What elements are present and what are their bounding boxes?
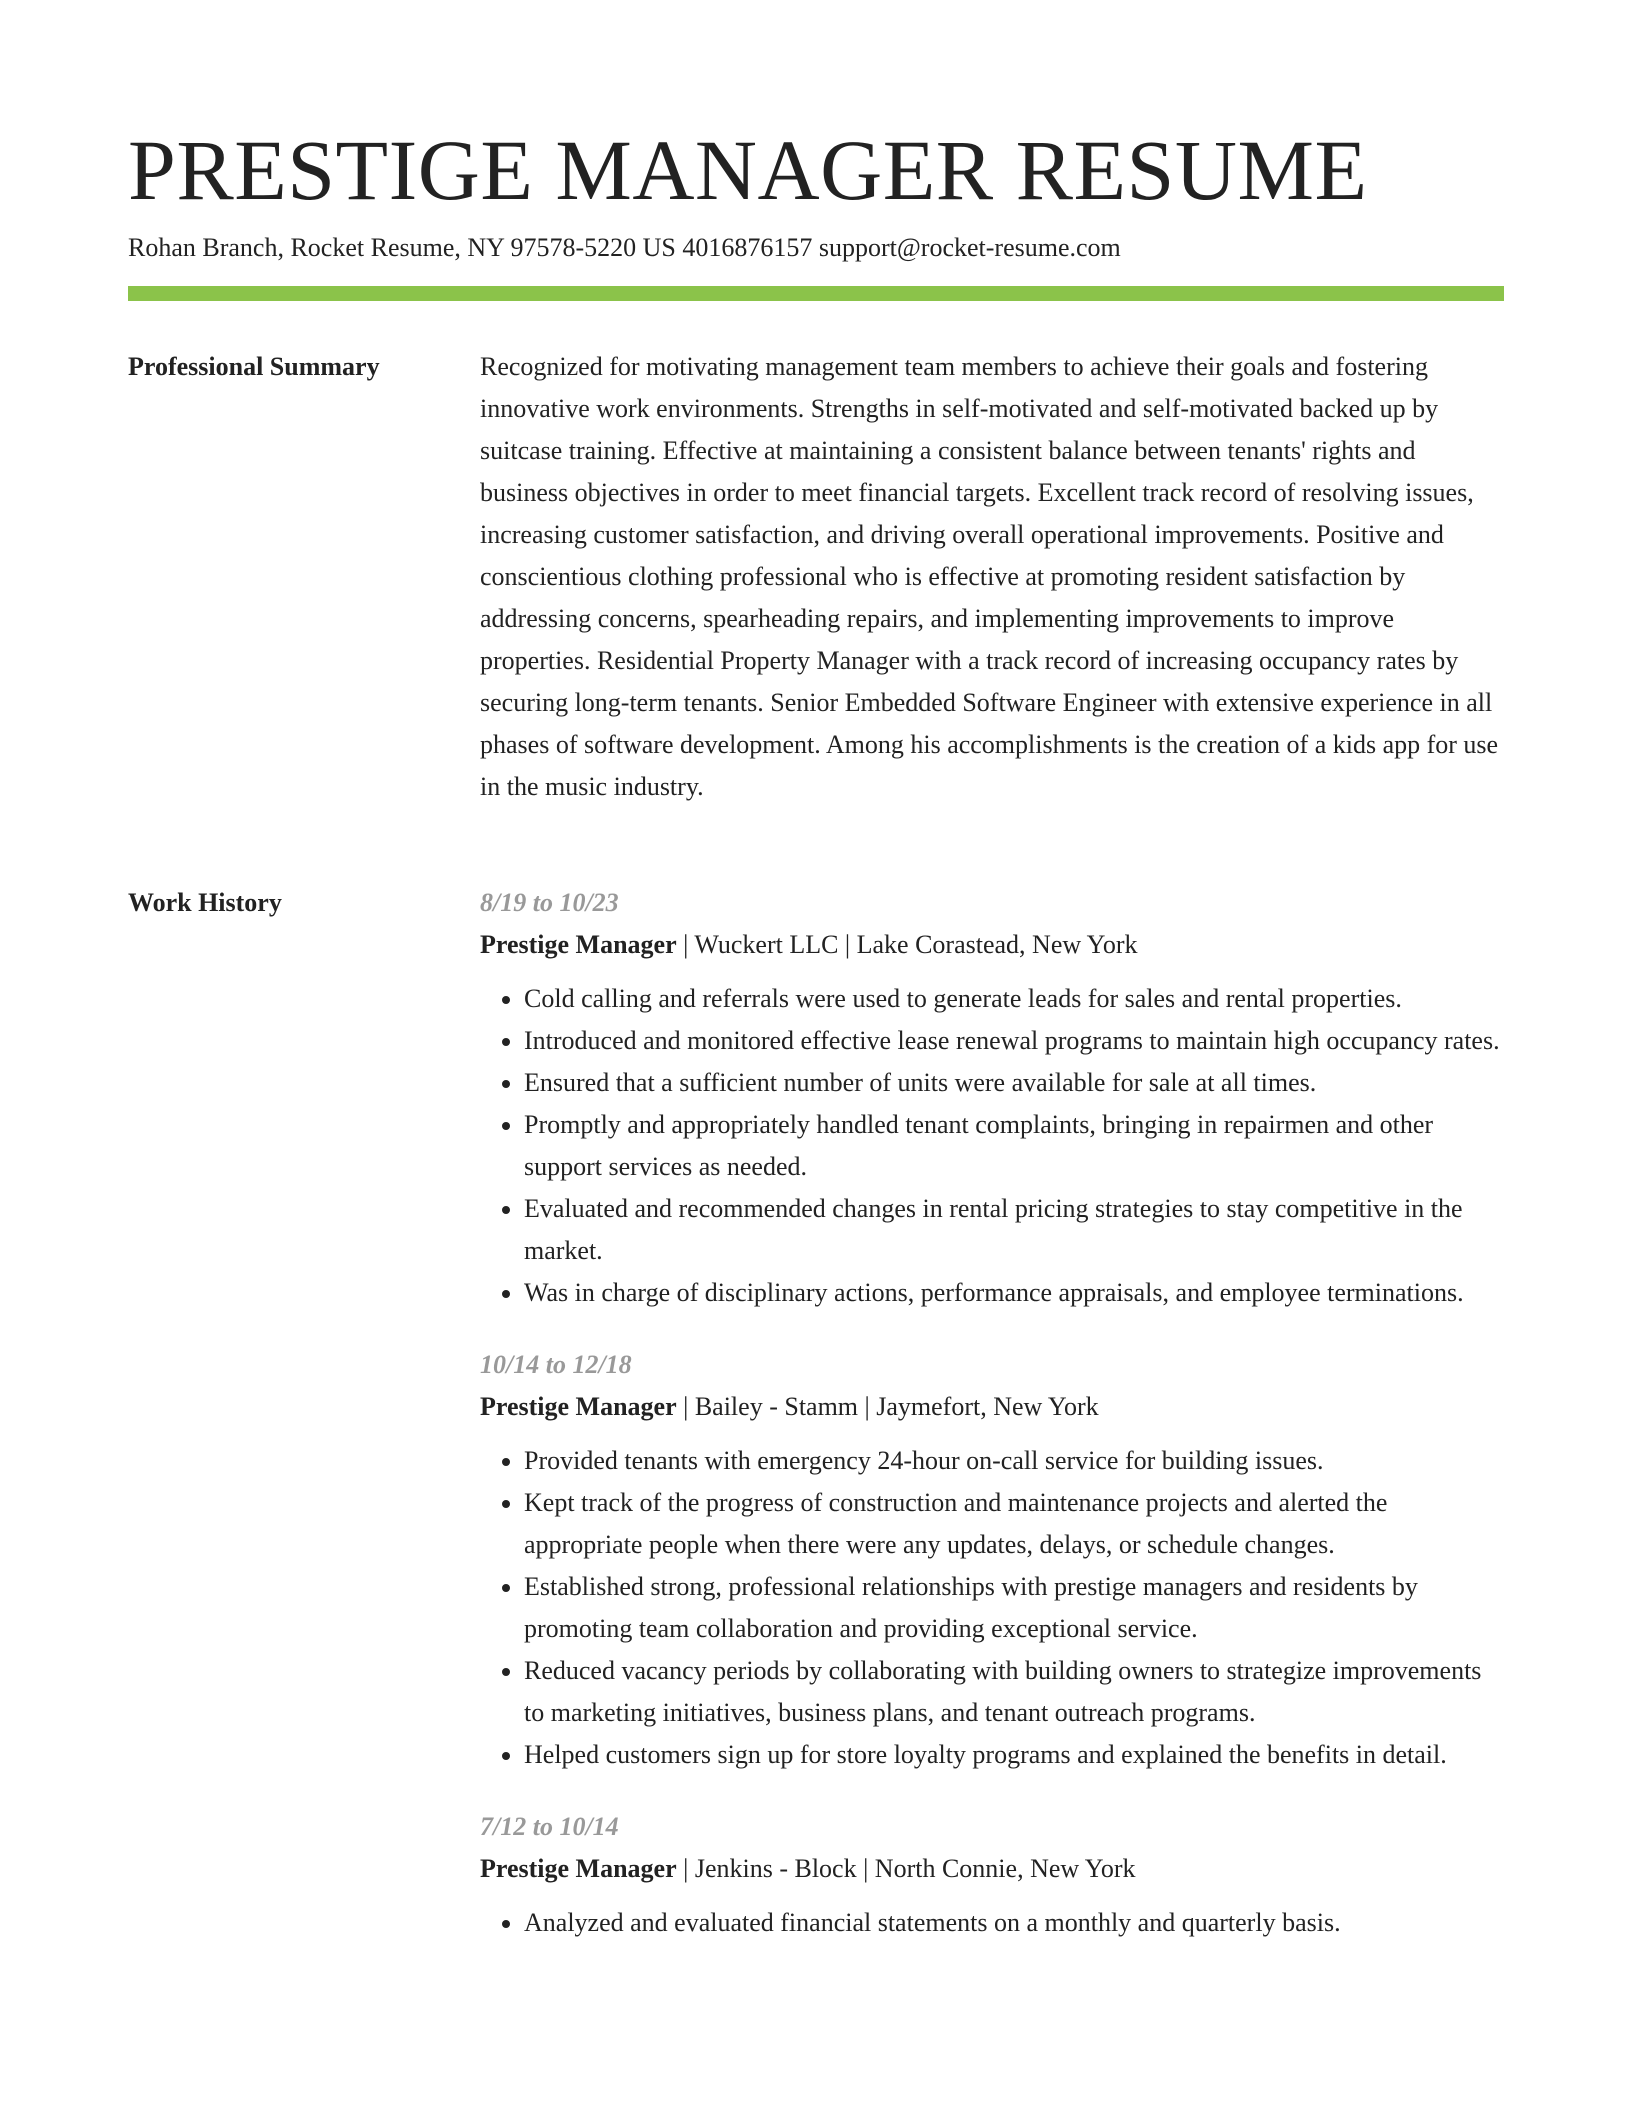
job-details: | Bailey - Stamm | Jaymefort, New York	[676, 1392, 1099, 1421]
job-bullet: • Cold calling and referrals were used to generate leads for sales and rental properties.	[524, 978, 1504, 1020]
job-details: | Jenkins - Block | North Connie, New York	[676, 1854, 1136, 1883]
job-bullet: • Provided tenants with emergency 24-hour on-call service for building issues.	[524, 1440, 1504, 1482]
job-entry	[480, 1344, 1504, 1776]
job-bullet: • Established strong, professional relationships with prestige managers and residents by promoting team collaboration and providing exceptional service.	[524, 1566, 1504, 1650]
contact-line: Rohan Branch, Rocket Resume, NY 97578-5220 US 4016876157 support@rocket-resume.com	[128, 233, 1121, 262]
job-title: Prestige Manager	[480, 1392, 677, 1421]
professional-summary-heading: Professional Summary	[128, 352, 380, 381]
job-entry	[480, 882, 1504, 1314]
job-bullet: • Analyzed and evaluated financial statements on a monthly and quarterly basis.	[524, 1902, 1504, 1944]
job-bullet: • Ensured that a sufficient number of units were available for sale at all times.	[524, 1062, 1504, 1104]
resume-title: PRESTIGE MANAGER RESUME	[128, 122, 1368, 218]
job-heading	[480, 1386, 1504, 1428]
job-bullet: • Helped customers sign up for store loyalty programs and explained the benefits in detail.	[524, 1734, 1504, 1776]
job-dates: 8/19 to 10/23	[480, 888, 619, 917]
job-title: Prestige Manager	[480, 930, 677, 959]
job-dates: 10/14 to 12/18	[480, 1350, 632, 1379]
professional-summary-text: Recognized for motivating management team members to achieve their goals and fostering innovative work environments. Strengths in self-motivated and self-motivated backed up by suitcase training. Effective at maintaining a consistent balance between tenants' rights and business objectives in order to meet financial targets. Excellent track record of resolving issues, increasing customer satisfaction, and driving overall operational improvements. Positive and conscientious clothing professional who is effective at promoting resident satisfaction by addressing concerns, spearheading repairs, and implementing improvements to improve properties. Residential Property Manager with a track record of increasing occupancy rates by securing long-term tenants. Senior Embedded Software Engineer with extensive experience in all phases of software development. Among his accomplishments is the creation of a kids app for use in the music industry.	[480, 352, 1499, 801]
job-bullet-list	[480, 978, 1504, 1314]
job-bullet: • Promptly and appropriately handled tenant complaints, bringing in repairmen and other support services as needed.	[524, 1104, 1504, 1188]
job-bullet: • Reduced vacancy periods by collaborating with building owners to strategize improvements to marketing initiatives, business plans, and tenant outreach programs.	[524, 1650, 1504, 1734]
job-title: Prestige Manager	[480, 1854, 677, 1883]
job-heading	[480, 924, 1504, 966]
job-bullet: • Was in charge of disciplinary actions, performance appraisals, and employee terminations.	[524, 1272, 1504, 1314]
accent-divider	[128, 286, 1504, 301]
job-bullet: • Introduced and monitored effective lease renewal programs to maintain high occupancy rates.	[524, 1020, 1504, 1062]
work-history-body	[480, 882, 1504, 1974]
job-bullet: • Evaluated and recommended changes in rental pricing strategies to stay competitive in the market.	[524, 1188, 1504, 1272]
professional-summary-body	[480, 346, 1504, 808]
job-dates: 7/12 to 10/14	[480, 1812, 619, 1841]
job-bullet-list	[480, 1440, 1504, 1776]
job-heading	[480, 1848, 1504, 1890]
job-entry	[480, 1806, 1504, 1944]
work-history-heading: Work History	[128, 888, 282, 917]
job-bullet-list	[480, 1902, 1504, 1944]
job-details: | Wuckert LLC | Lake Corastead, New York	[676, 930, 1138, 959]
job-bullet: • Kept track of the progress of construction and maintenance projects and alerted the appropriate people when there were any updates, delays, or schedule changes.	[524, 1482, 1504, 1566]
